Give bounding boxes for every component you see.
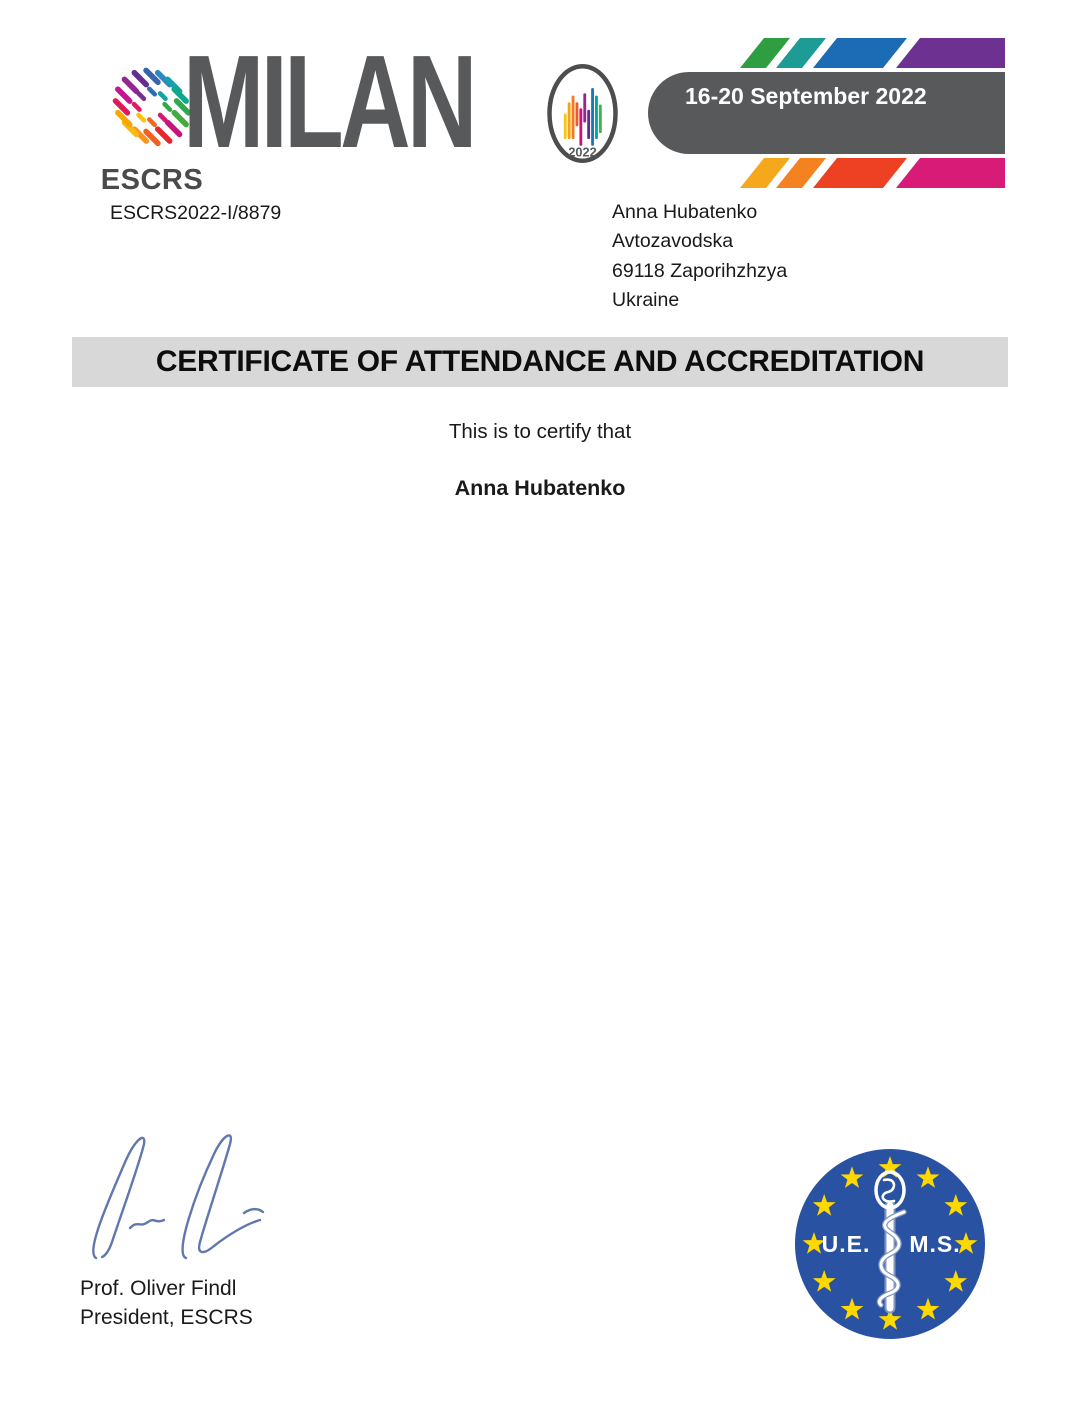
swirl-bar xyxy=(146,116,158,128)
eq-bar xyxy=(579,108,582,146)
eq-bar xyxy=(576,102,579,126)
stripe-vermillion xyxy=(813,158,907,188)
milano-2022-badge xyxy=(545,61,620,166)
stripe-purple xyxy=(896,38,1005,68)
uems-logo xyxy=(792,1146,988,1342)
address-line: 69118 Zaporihzhzya xyxy=(612,259,788,282)
recipient-address xyxy=(612,198,787,316)
congress-banner xyxy=(648,38,1005,190)
milan-wordmark: MILAN xyxy=(183,28,474,175)
eq-bar xyxy=(595,96,598,140)
swirl-bar xyxy=(157,90,169,102)
eq-bar xyxy=(564,114,567,140)
eq-bar xyxy=(568,102,571,139)
swirl-bar xyxy=(161,101,173,113)
swirl-bar xyxy=(131,101,143,113)
congress-banner-line2: 16-20 September 2022 xyxy=(685,83,927,109)
congress-banner-pill xyxy=(648,72,1005,154)
eq-bar xyxy=(587,110,590,139)
signature-stroke xyxy=(183,1135,263,1258)
signatory-name: Prof. Oliver Findl xyxy=(80,1277,237,1300)
signature-stroke xyxy=(93,1138,144,1258)
signatory-block xyxy=(80,1274,253,1332)
swirl-bar xyxy=(146,86,158,98)
attendee-name: Anna Hubatenko xyxy=(454,476,626,500)
swirl-bar xyxy=(157,112,169,124)
address-line: Anna Hubatenko xyxy=(612,201,758,223)
eq-bar xyxy=(583,93,586,122)
eq-bar xyxy=(599,105,602,134)
eq-bar xyxy=(591,88,594,146)
stripe-magenta xyxy=(896,158,1005,188)
certificate-title: CERTIFICATE OF ATTENDANCE AND ACCREDITATION xyxy=(72,337,1008,387)
escrs-logo-label: ESCRS xyxy=(100,164,204,196)
escrs-swirl-icon xyxy=(112,66,193,147)
address-line: Ukraine xyxy=(612,289,680,312)
badge-year: 2022 xyxy=(568,144,597,160)
certify-line: This is to certify that xyxy=(448,420,632,443)
stripe-blue xyxy=(813,38,907,68)
swirl-bar xyxy=(135,112,147,124)
address-line: Avtozavodska xyxy=(612,230,734,253)
uems-right-text: M.S. xyxy=(909,1231,961,1257)
uems-left-text: U.E. xyxy=(821,1231,871,1257)
signatory-role: President, ESCRS xyxy=(80,1306,253,1329)
swirl-bar xyxy=(135,90,147,102)
certificate-reference-number: ESCRS2022-I/8879 xyxy=(110,202,282,224)
signature-icon xyxy=(78,1116,273,1266)
signature-stroke xyxy=(130,1220,164,1228)
eq-bar xyxy=(572,96,575,140)
